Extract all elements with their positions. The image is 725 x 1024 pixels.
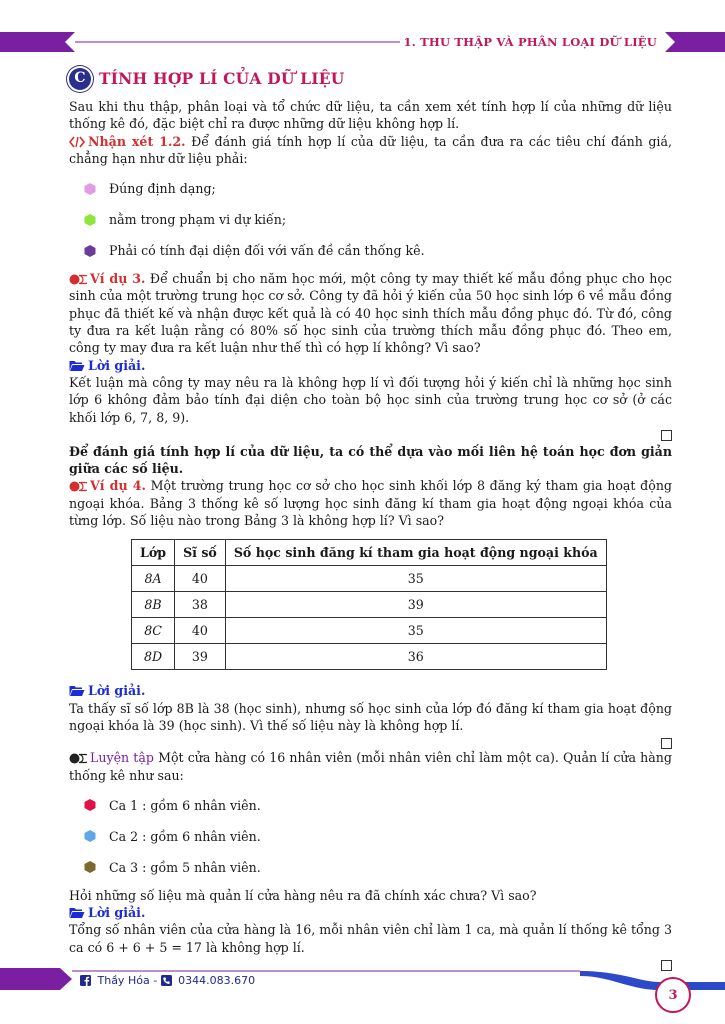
- section-badge: C: [69, 68, 91, 90]
- practice-icon: [69, 753, 87, 764]
- shift-list: [69, 790, 672, 883]
- folder-open-icon: [69, 360, 85, 372]
- chapter-title: 1. THU THẬP VÀ PHÂN LOẠI DỮ LIỆU: [403, 35, 657, 49]
- solution3-label: Lời giải.: [88, 357, 146, 373]
- page-number: 3: [655, 977, 691, 1013]
- table-row: [132, 644, 607, 670]
- solution5-text: Tổng số nhân viên của cửa hàng là 16, mỗi nhân viên chỉ làm 1 ca, mà quản lí thống kê tổng 3 ca có 6 + 6 + 5 = 17 là không hợp lí.: [69, 922, 672, 955]
- list-item: Phải có tính đại diện đối với vấn đề cần thống kê.: [69, 235, 672, 266]
- hexagon-bullet-icon: [83, 244, 97, 258]
- solution3-end: [69, 426, 672, 441]
- example3-text: Để chuẩn bị cho năm học mới, một công ty may thiết kế mẫu đồng phục cho học sinh của một trường trung học cơ sở. Công ty đã hỏi ý kiến của 50 học sinh lớp 6 về mẫu đồng phục đã thiết kế và nhận được kết quả là có 40 học sinh thích mẫu đồng phục đó. Từ đó, công ty đưa ra kết luận rằng có 80% số học sinh của trường thích mẫu đồng phục đó. Theo em, công ty may đưa ra kết luận như thế thì có hợp lí không? Vì sao?: [69, 271, 672, 356]
- solution4-text: Ta thấy sĩ số lớp 8B là 38 (học sinh), nhưng số học sinh của lớp đó đăng kí tham gia hoạt động ngoại khóa là 39 (học sinh). Vì thế số liệu này là không hợp lí.: [69, 700, 672, 733]
- example3-paragraph: [69, 270, 672, 356]
- remark-text: Để đánh giá tính hợp lí của dữ liệu, ta cần đưa ra các tiêu chí đánh giá, chẳng hạn như dữ liệu phải:: [69, 133, 672, 166]
- table-cell: 36: [225, 644, 606, 670]
- solution4-label: Lời giải.: [88, 683, 146, 699]
- table-header: Sĩ số: [175, 540, 226, 566]
- intro-paragraph: Sau khi thu thập, phân loại và tổ chức dữ liệu, ta cần xem xét tính hợp lí của những dữ liệu thống kê đó, đặc biệt chỉ ra được những dữ liệu không hợp lí.: [69, 99, 672, 132]
- example-icon: [69, 481, 87, 492]
- table-cell: 38: [175, 592, 226, 618]
- table-row: [132, 618, 607, 644]
- footer-credit: [80, 974, 255, 987]
- table-cell: 8A: [132, 566, 175, 592]
- footer-separator: -: [153, 974, 158, 987]
- solution3-text: Kết luận mà công ty may nêu ra là không hợp lí vì đối tượng hỏi ý kiến chỉ là những học sinh lớp 6 không đảm bảo tính đại diện cho toàn bộ học sinh của trường trung học cơ sở (ở các khối lớp 6, 7, 8, 9).: [69, 374, 672, 425]
- list-item: Ca 2 : gồm 6 nhân viên.: [69, 821, 672, 852]
- solution5-label: Lời giải.: [88, 905, 146, 921]
- page-content: [69, 66, 672, 971]
- table-cell: 8C: [132, 618, 175, 644]
- list-item: Ca 1 : gồm 6 nhân viên.: [69, 790, 672, 821]
- practice-text: Một cửa hàng có 16 nhân viên (mỗi nhân viên chỉ làm một ca). Quản lí cửa hàng thống kê như sau:: [69, 750, 672, 783]
- folder-open-icon: [69, 685, 85, 697]
- table-cell: 40: [175, 566, 226, 592]
- hexagon-bullet-icon: [83, 182, 97, 196]
- author-name: Thầy Hóa: [97, 974, 150, 987]
- table-cell: 8D: [132, 644, 175, 670]
- solution3-heading: [69, 357, 672, 374]
- remark-paragraph: [69, 133, 672, 168]
- example4-label: Ví dụ 4.: [90, 478, 146, 494]
- solution5-heading: [69, 904, 672, 921]
- table-row: [132, 566, 607, 592]
- section-heading: [69, 66, 672, 92]
- hexagon-bullet-icon: [83, 213, 97, 227]
- bold-note: Để đánh giá tính hợp lí của dữ liệu, ta có thể dựa vào mối liên hệ toán học đơn giản giữa các số liệu.: [69, 443, 672, 477]
- qed-square-icon: [661, 738, 672, 749]
- practice-label: Luyện tập: [90, 750, 154, 766]
- example4-paragraph: [69, 477, 672, 529]
- criteria-list: [69, 173, 672, 266]
- solution4-end: [69, 734, 672, 749]
- table-cell: 35: [225, 566, 606, 592]
- facebook-icon: [80, 975, 91, 986]
- remark-label: Nhận xét 1.2.: [88, 133, 186, 149]
- phone-icon: [161, 975, 172, 986]
- example-icon: [69, 274, 87, 285]
- list-item: Ca 3 : gồm 5 nhân viên.: [69, 852, 672, 883]
- list-item: nằm trong phạm vi dự kiến;: [69, 204, 672, 235]
- remark-icon: [69, 136, 85, 148]
- registration-table: [131, 539, 607, 670]
- table-cell: 39: [225, 592, 606, 618]
- table-cell: 35: [225, 618, 606, 644]
- hexagon-bullet-icon: [83, 860, 97, 874]
- table-cell: 39: [175, 644, 226, 670]
- table-header: Số học sinh đăng kí tham gia hoạt động ngoại khóa: [225, 540, 606, 566]
- section-title: TÍNH HỢP LÍ CỦA DỮ LIỆU: [99, 69, 345, 89]
- practice-paragraph: [69, 749, 672, 784]
- list-item: Đúng định dạng;: [69, 173, 672, 204]
- qed-square-icon: [661, 430, 672, 441]
- table-row: [132, 592, 607, 618]
- practice-question: Hỏi những số liệu mà quản lí cửa hàng nêu ra đã chính xác chưa? Vì sao?: [69, 887, 537, 903]
- hexagon-bullet-icon: [83, 798, 97, 812]
- table-header: Lớp: [132, 540, 175, 566]
- table-header-row: [132, 540, 607, 566]
- example3-label: Ví dụ 3.: [90, 271, 146, 287]
- phone-number: 0344.083.670: [178, 974, 256, 987]
- solution4-heading: [69, 682, 672, 699]
- table-cell: 8B: [132, 592, 175, 618]
- table-cell: 40: [175, 618, 226, 644]
- example4-text: Một trường trung học cơ sở cho học sinh khối lớp 8 đăng ký tham gia hoạt động ngoại khóa. Bảng 3 thống kê số lượng học sinh đăng kí tham gia hoạt động ngoại khóa của từng lớp. Số liệu nào trong Bảng 3 là không hợp lí? Vì sao?: [69, 478, 672, 529]
- folder-open-icon: [69, 907, 85, 919]
- hexagon-bullet-icon: [83, 829, 97, 843]
